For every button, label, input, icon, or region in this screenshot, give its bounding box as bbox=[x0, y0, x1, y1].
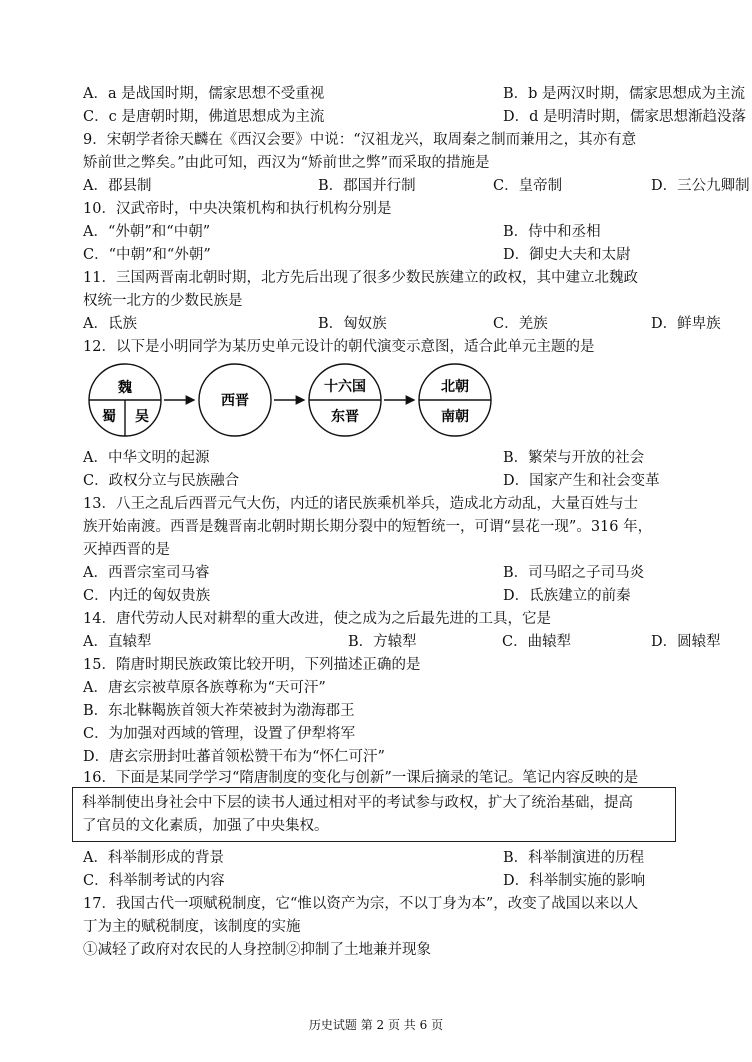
dynasty-evolution-diagram bbox=[85, 362, 505, 440]
q11-option-c: C．羌族 bbox=[493, 316, 548, 332]
q13-option-b: B．司马昭之子司马炎 bbox=[503, 565, 645, 581]
q16-note-box bbox=[72, 787, 676, 842]
q13-stem-line3: 灭掉西晋的是 bbox=[83, 542, 170, 558]
q14-option-a: A．直辕犁 bbox=[83, 634, 152, 650]
q16-option-b: B．科举制演进的历程 bbox=[503, 850, 645, 866]
q10-option-d: D．御史大夫和太尉 bbox=[503, 247, 631, 263]
diagram-circle-northern-southern bbox=[419, 364, 491, 436]
q12-option-b: B．繁荣与开放的社会 bbox=[503, 450, 645, 466]
q14-options bbox=[83, 632, 721, 652]
q13-option-a: A．西晋宗室司马睿 bbox=[83, 565, 210, 581]
q14-option-c: C．曲辕犁 bbox=[502, 634, 572, 650]
diagram-circle-three-kingdoms bbox=[89, 364, 161, 436]
q15-option-a: A．唐玄宗被草原各族尊称为“天可汗” bbox=[83, 680, 326, 696]
q8-option-d: D．d 是明清时期，儒家思想渐趋没落 bbox=[503, 109, 747, 125]
q14-option-d: D．圆辕犁 bbox=[651, 634, 721, 650]
q12-option-d: D．国家产生和社会变革 bbox=[503, 473, 660, 489]
q12-option-c: C．政权分立与民族融合 bbox=[83, 473, 240, 489]
q14-stem: 14．唐代劳动人民对耕犁的重大改进，使之成为之后最先进的工具，它是 bbox=[83, 611, 551, 627]
q13-stem-line1: 13．八王之乱后西晋元气大伤，内迁的诸民族乘机举兵，造成北方动乱，大量百姓与士 bbox=[83, 496, 638, 512]
q14-option-b: B．方辕犁 bbox=[348, 634, 417, 650]
q10-stem: 10．汉武帝时，中央决策机构和执行机构分别是 bbox=[83, 201, 392, 217]
q11-stem-line1: 11．三国两晋南北朝时期，北方先后出现了很多少数民族建立的政权，其中建立北魏政 bbox=[83, 270, 638, 286]
q16-option-a: A．科举制形成的背景 bbox=[83, 850, 224, 866]
q13-option-c: C．内迁的匈奴贵族 bbox=[83, 588, 211, 604]
q11-option-d: D．鲜卑族 bbox=[651, 316, 721, 332]
q17-stem-line1: 17．我国古代一项赋税制度，它“惟以资产为宗，不以丁身为本”，改变了战国以来以人 bbox=[83, 896, 639, 912]
q13-options-row2 bbox=[83, 586, 683, 606]
page-footer: 历史试题 第 2 页 共 6 页 bbox=[308, 1018, 444, 1032]
q10-options-row1 bbox=[83, 222, 683, 242]
q16-note-line2: 了官员的文化素质，加强了中央集权。 bbox=[82, 818, 329, 834]
q16-note-line1: 科举制使出身社会中下层的读书人通过相对平的考试参与政权，扩大了统治基础，提高 bbox=[82, 795, 633, 811]
q13-stem-line2: 族开始南渡。西晋是魏晋南北朝时期长期分裂中的短暂统一，可谓“昙花一现”。316 年， bbox=[83, 519, 653, 535]
diagram-label-wu: 吴 bbox=[135, 409, 149, 425]
diagram-circle-sixteen-kingdoms bbox=[309, 364, 381, 436]
q8-option-b: B．b 是两汉时期，儒家思想成为主流 bbox=[503, 86, 746, 102]
q15-option-d: D．唐玄宗册封吐蕃首领松赞干布为“怀仁可汗” bbox=[83, 749, 385, 765]
q8-options-row2 bbox=[83, 107, 747, 127]
q9-option-c: C．皇帝制 bbox=[493, 178, 563, 194]
q15-stem: 15．隋唐时期民族政策比较开明，下列描述正确的是 bbox=[83, 657, 421, 673]
diagram-label-eastern-jin: 东晋 bbox=[331, 409, 359, 425]
q10-option-c: C．“中朝”和“外朝” bbox=[83, 247, 211, 263]
q8-options-row1 bbox=[83, 84, 746, 104]
diagram-label-southern: 南朝 bbox=[441, 409, 469, 425]
q9-option-d: D．三公九卿制 bbox=[651, 178, 750, 194]
q12-options-row1 bbox=[83, 448, 683, 468]
q11-option-b: B．匈奴族 bbox=[318, 316, 387, 332]
diagram-circle-western-jin bbox=[199, 364, 271, 436]
q17-stem-line2: 丁为主的赋税制度，该制度的实施 bbox=[83, 919, 301, 935]
q16-option-c: C．科举制考试的内容 bbox=[83, 873, 225, 889]
q11-option-a: A．氐族 bbox=[83, 316, 137, 332]
diagram-label-western-jin: 西晋 bbox=[221, 393, 249, 409]
diagram-label-shu: 蜀 bbox=[102, 409, 116, 425]
diagram-label-wei: 魏 bbox=[118, 380, 132, 396]
q9-stem-line2: 矫前世之弊矣。”由此可知，西汉为“矫前世之弊”而采取的措施是 bbox=[83, 155, 490, 171]
q16-options-row1 bbox=[83, 848, 683, 868]
q8-option-c: C．c 是唐朝时期，佛道思想成为主流 bbox=[83, 109, 325, 125]
q8-option-a: A．a 是战国时期，儒家思想不受重视 bbox=[83, 86, 325, 102]
q15-option-b: B．东北靺鞨族首领大祚荣被封为渤海郡王 bbox=[83, 703, 355, 719]
diagram-label-northern: 北朝 bbox=[441, 379, 469, 395]
q16-stem: 16．下面是某同学学习“隋唐制度的变化与创新”一课后摘录的笔记。笔记内容反映的是 bbox=[83, 770, 639, 786]
q10-option-a: A．“外朝”和“中朝” bbox=[83, 224, 211, 240]
q15-option-c: C．为加强对西域的管理，设置了伊犁将军 bbox=[83, 726, 356, 742]
q11-stem-line2: 权统一北方的少数民族是 bbox=[83, 293, 243, 309]
q9-option-b: B．郡国并行制 bbox=[318, 178, 416, 194]
q12-option-a: A．中华文明的起源 bbox=[83, 450, 210, 466]
q16-options-row2 bbox=[83, 871, 683, 891]
q16-option-d: D．科举制实施的影响 bbox=[503, 873, 646, 889]
q13-options-row1 bbox=[83, 563, 683, 583]
q11-options bbox=[83, 314, 721, 334]
q12-options-row2 bbox=[83, 471, 683, 491]
q10-options-row2 bbox=[83, 245, 683, 265]
q17-statements: ①减轻了政府对农民的人身控制②抑制了土地兼并现象 bbox=[83, 942, 431, 958]
q9-option-a: A．郡县制 bbox=[83, 178, 152, 194]
q10-option-b: B．侍中和丞相 bbox=[503, 224, 601, 240]
diagram-label-sixteen-kingdoms: 十六国 bbox=[324, 379, 366, 395]
q13-option-d: D．氐族建立的前秦 bbox=[503, 588, 631, 604]
q9-options bbox=[83, 176, 750, 196]
q9-stem-line1: 9．宋朝学者徐天麟在《西汉会要》中说：“汉祖龙兴，取周秦之制而兼用之，其亦有意 bbox=[83, 132, 637, 148]
q12-stem: 12．以下是小明同学为某历史单元设计的朝代演变示意图，适合此单元主题的是 bbox=[83, 339, 595, 355]
